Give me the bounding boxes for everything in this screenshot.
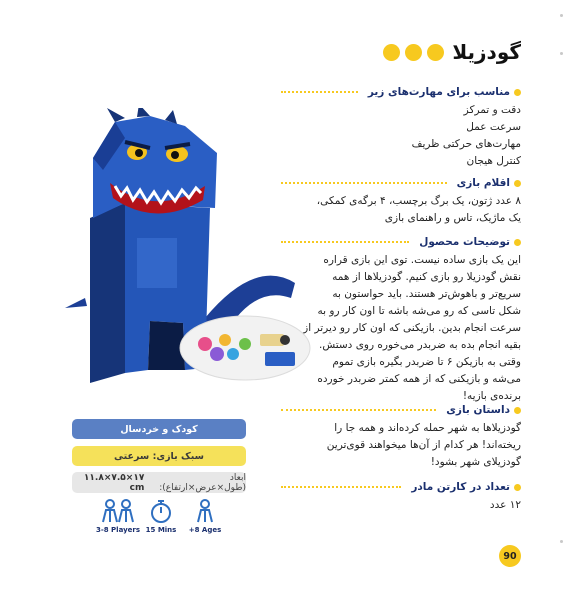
edge-mark: [560, 540, 563, 543]
age-stat: [175, 498, 235, 534]
section-body: [281, 497, 521, 514]
dotted-divider: [281, 409, 436, 411]
game-style-badge: [72, 446, 246, 466]
section-body: [281, 252, 521, 405]
timer-icon: [146, 498, 176, 524]
section-title: اقلام بازی: [456, 177, 510, 189]
section-body: [281, 193, 521, 227]
text-line: ۸ عدد ژتون، یک برگ برچسب، ۴ برگه‌ی کمکی،: [316, 195, 521, 207]
title-dots-icon: [383, 44, 444, 61]
skill-item: دقت و تمرکز: [463, 104, 521, 116]
section-body: [281, 102, 521, 170]
text-line: ریخته‌اند! هر کدام از آن‌ها میخواهند قوی‌ترین: [326, 439, 521, 451]
section-header: [281, 236, 521, 248]
section-skills: [281, 86, 521, 170]
text-line: سرعت انجام بدین. بازیکنی که اون کار رو دیرتر از: [303, 322, 521, 334]
section-header: [281, 404, 521, 416]
dinosaur-box-illustration: [55, 108, 315, 408]
section-description: [281, 236, 521, 405]
section-components: [281, 177, 521, 227]
text-line: سریع‌تر و باهوش‌تر هستند. باید حواستون به: [332, 288, 521, 300]
section-header: [281, 86, 521, 98]
dotted-divider: [281, 486, 401, 488]
age-group-badge: [72, 419, 246, 439]
text-line: نقش گودزیلا رو بازی کنیم. گودزیلاها از همه: [332, 271, 521, 283]
text-line: وقتی به بازیکن ۶ تا ضربدر بگیره بازی تموم: [332, 356, 521, 368]
section-title: داستان بازی: [446, 404, 510, 416]
age-group-label: کودک و خردسال: [120, 423, 198, 435]
carton-count: ۱۲ عدد: [489, 499, 521, 511]
section-story: [281, 404, 521, 471]
dimensions-label: ابعاد (طول×عرض×ارتفاع):: [159, 472, 246, 493]
players-label: 3-8 Players: [95, 526, 141, 534]
skill-item: کنترل هیجان: [466, 155, 521, 167]
section-header: [281, 481, 521, 493]
text-line: یک ماژیک، تاس و راهنمای بازی: [384, 212, 521, 224]
section-header: [281, 177, 521, 189]
section-title: تعداد در کارتن مادر: [411, 481, 510, 493]
text-line: شکل تاسی که رو می‌شه باشه تا اون کار رو به: [317, 305, 521, 317]
edge-mark: [560, 14, 563, 17]
bullet-icon: [514, 239, 521, 246]
text-line: گودزیلای شهر بشود!: [430, 456, 521, 468]
text-line: گودزیلاها به شهر حمله کرده‌اند و همه جا را: [334, 422, 521, 434]
age-label: +8 Ages: [188, 526, 222, 534]
text-line: این یک بازی ساده نیست. توی این بازی قراره: [323, 254, 521, 266]
page-title: گودزیلا: [452, 40, 521, 64]
section-carton: [281, 481, 521, 514]
page-number: 90: [499, 545, 521, 567]
bullet-icon: [514, 89, 521, 96]
text-line: می‌شه و بازیکنی که از همه کمتر ضربدر خورده: [317, 373, 521, 385]
edge-mark: [560, 52, 563, 55]
section-title: توضیحات محصول: [419, 236, 510, 248]
skill-item: مهارت‌های حرکتی ظریف: [411, 138, 521, 150]
text-line: برنده‌ی بازیه!: [462, 390, 521, 402]
dotted-divider: [281, 91, 358, 93]
bullet-icon: [514, 407, 521, 414]
dimensions-badge: [72, 472, 246, 493]
time-label: 15 Mins: [145, 526, 177, 534]
child-icon: [190, 498, 220, 524]
section-body: [281, 420, 521, 471]
dimensions-value: ۱۷×۷.۵×۱۱.۸ cm: [83, 472, 145, 493]
text-line: بقیه انجام بده به ضربدر می‌خوره روی دستش.: [318, 339, 521, 351]
skill-item: سرعت عمل: [466, 121, 521, 133]
header: [383, 40, 521, 64]
section-title: مناسب برای مهارت‌های زیر: [367, 86, 510, 98]
bullet-icon: [514, 484, 521, 491]
bullet-icon: [514, 180, 521, 187]
game-style-label: سبک بازی: سرعتی: [114, 450, 204, 462]
